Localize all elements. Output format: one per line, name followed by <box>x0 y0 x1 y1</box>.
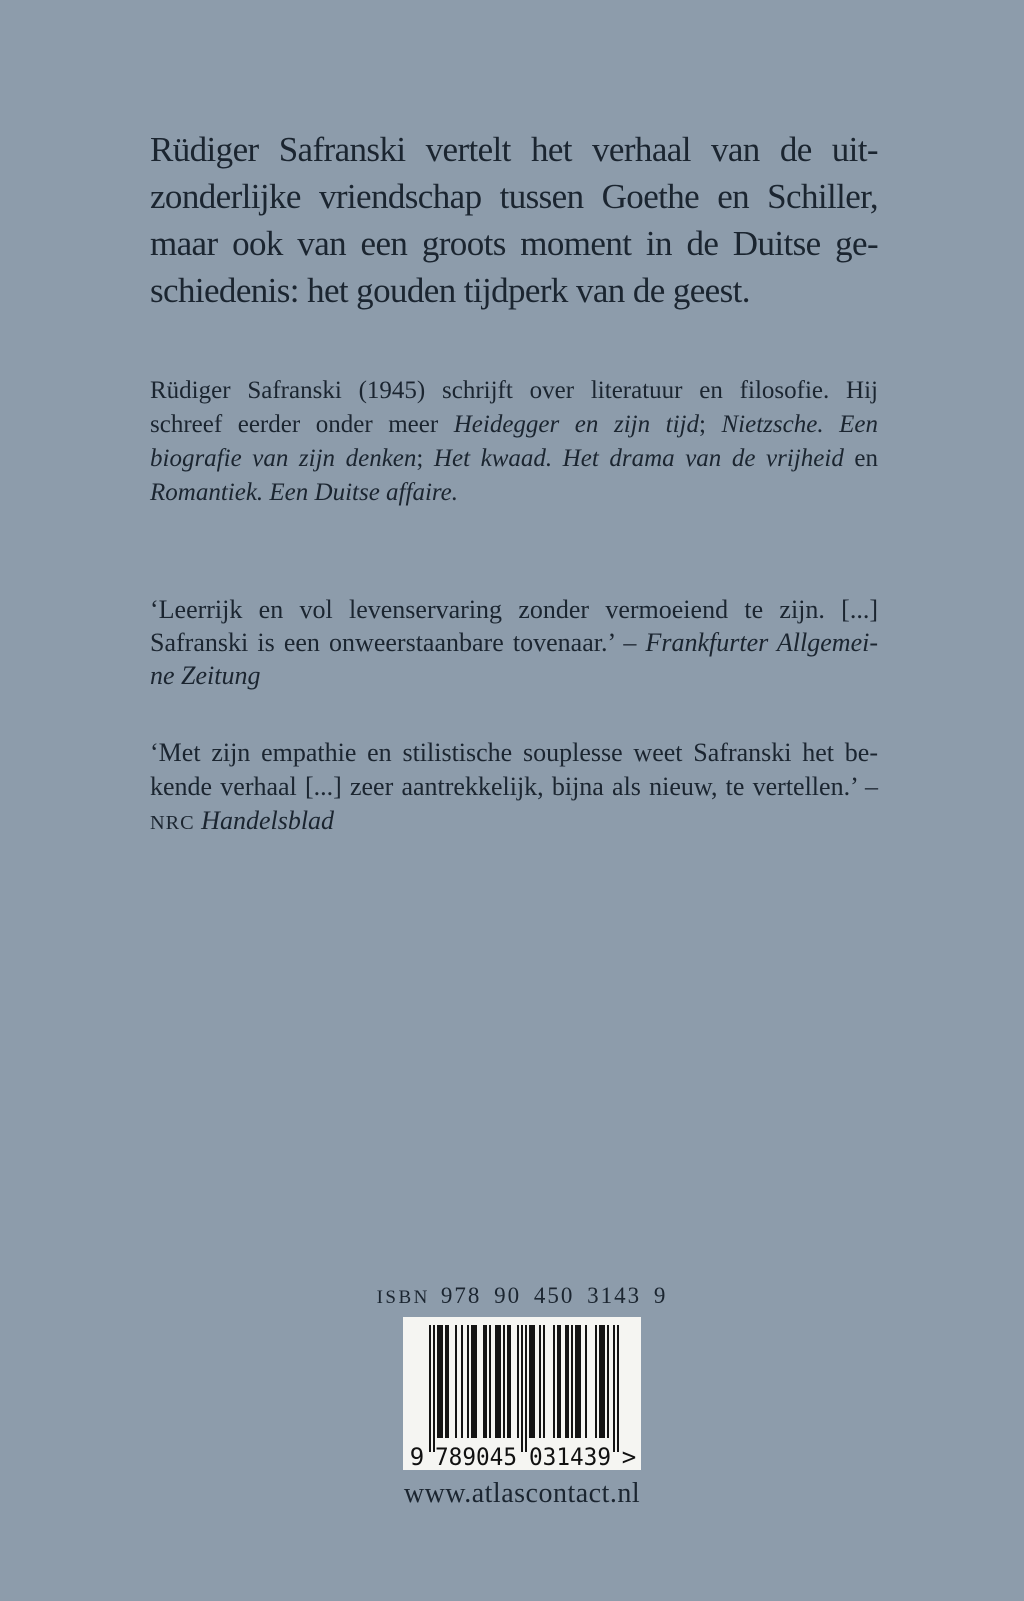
text-line: maar ook van een groots moment in de Duitse ge- <box>150 224 878 263</box>
author-bio <box>150 374 878 510</box>
barcode-digit-suffix: > <box>621 1443 637 1470</box>
text-line: NRC Handelsblad <box>150 806 335 835</box>
text-line: zonderlijke vriendschap tussen Goethe en Schiller, <box>150 177 878 216</box>
barcode-digits-left: 789045 <box>435 1443 517 1470</box>
review-quote-nrc <box>150 736 878 840</box>
back-cover-text <box>150 0 878 840</box>
barcode-digits-right: 031439 <box>529 1443 611 1470</box>
text-line: Safranski is een onweerstaanbare tovenaar.’ – Frankfurter Allgemei- <box>150 628 878 657</box>
blurb-paragraph <box>150 126 878 314</box>
isbn-number: 978 90 450 3143 9 <box>440 1283 668 1308</box>
text-line: schiedenis: het gouden tijdperk van de geest. <box>150 271 750 310</box>
text-line: schreef eerder onder meer Heidegger en zijn tijd; Nietzsche. Een <box>150 411 878 438</box>
text-line: Rüdiger Safranski vertelt het verhaal van de uit- <box>150 130 878 169</box>
text-line: Romantiek. Een Duitse affaire. <box>150 479 459 506</box>
text-line: biografie van zijn denken; Het kwaad. Het drama van de vrijheid en <box>150 445 878 472</box>
barcode-digit-prefix: 9 <box>409 1443 425 1470</box>
barcode <box>403 1317 641 1470</box>
text-line: ‘Met zijn empathie en stilistische souplesse weet Safranski het be- <box>150 738 878 767</box>
isbn-label <box>10 1283 1024 1309</box>
review-quote-faz <box>150 593 878 692</box>
isbn-prefix: ISBN <box>376 1287 430 1308</box>
text-line: ne Zeitung <box>150 661 261 690</box>
publisher-url: www.atlascontact.nl <box>403 1478 641 1509</box>
barcode-bars <box>429 1325 619 1452</box>
text-line: Rüdiger Safranski (1945) schrijft over literatuur en filosofie. Hij <box>150 377 878 404</box>
text-line: kende verhaal [...] zeer aantrekkelijk, bijna als nieuw, te vertellen.’ – <box>150 772 878 801</box>
text-line: ‘Leerrijk en vol levenservaring zonder vermoeiend te zijn. [...] <box>150 595 878 624</box>
barcode-svg <box>403 1317 641 1470</box>
